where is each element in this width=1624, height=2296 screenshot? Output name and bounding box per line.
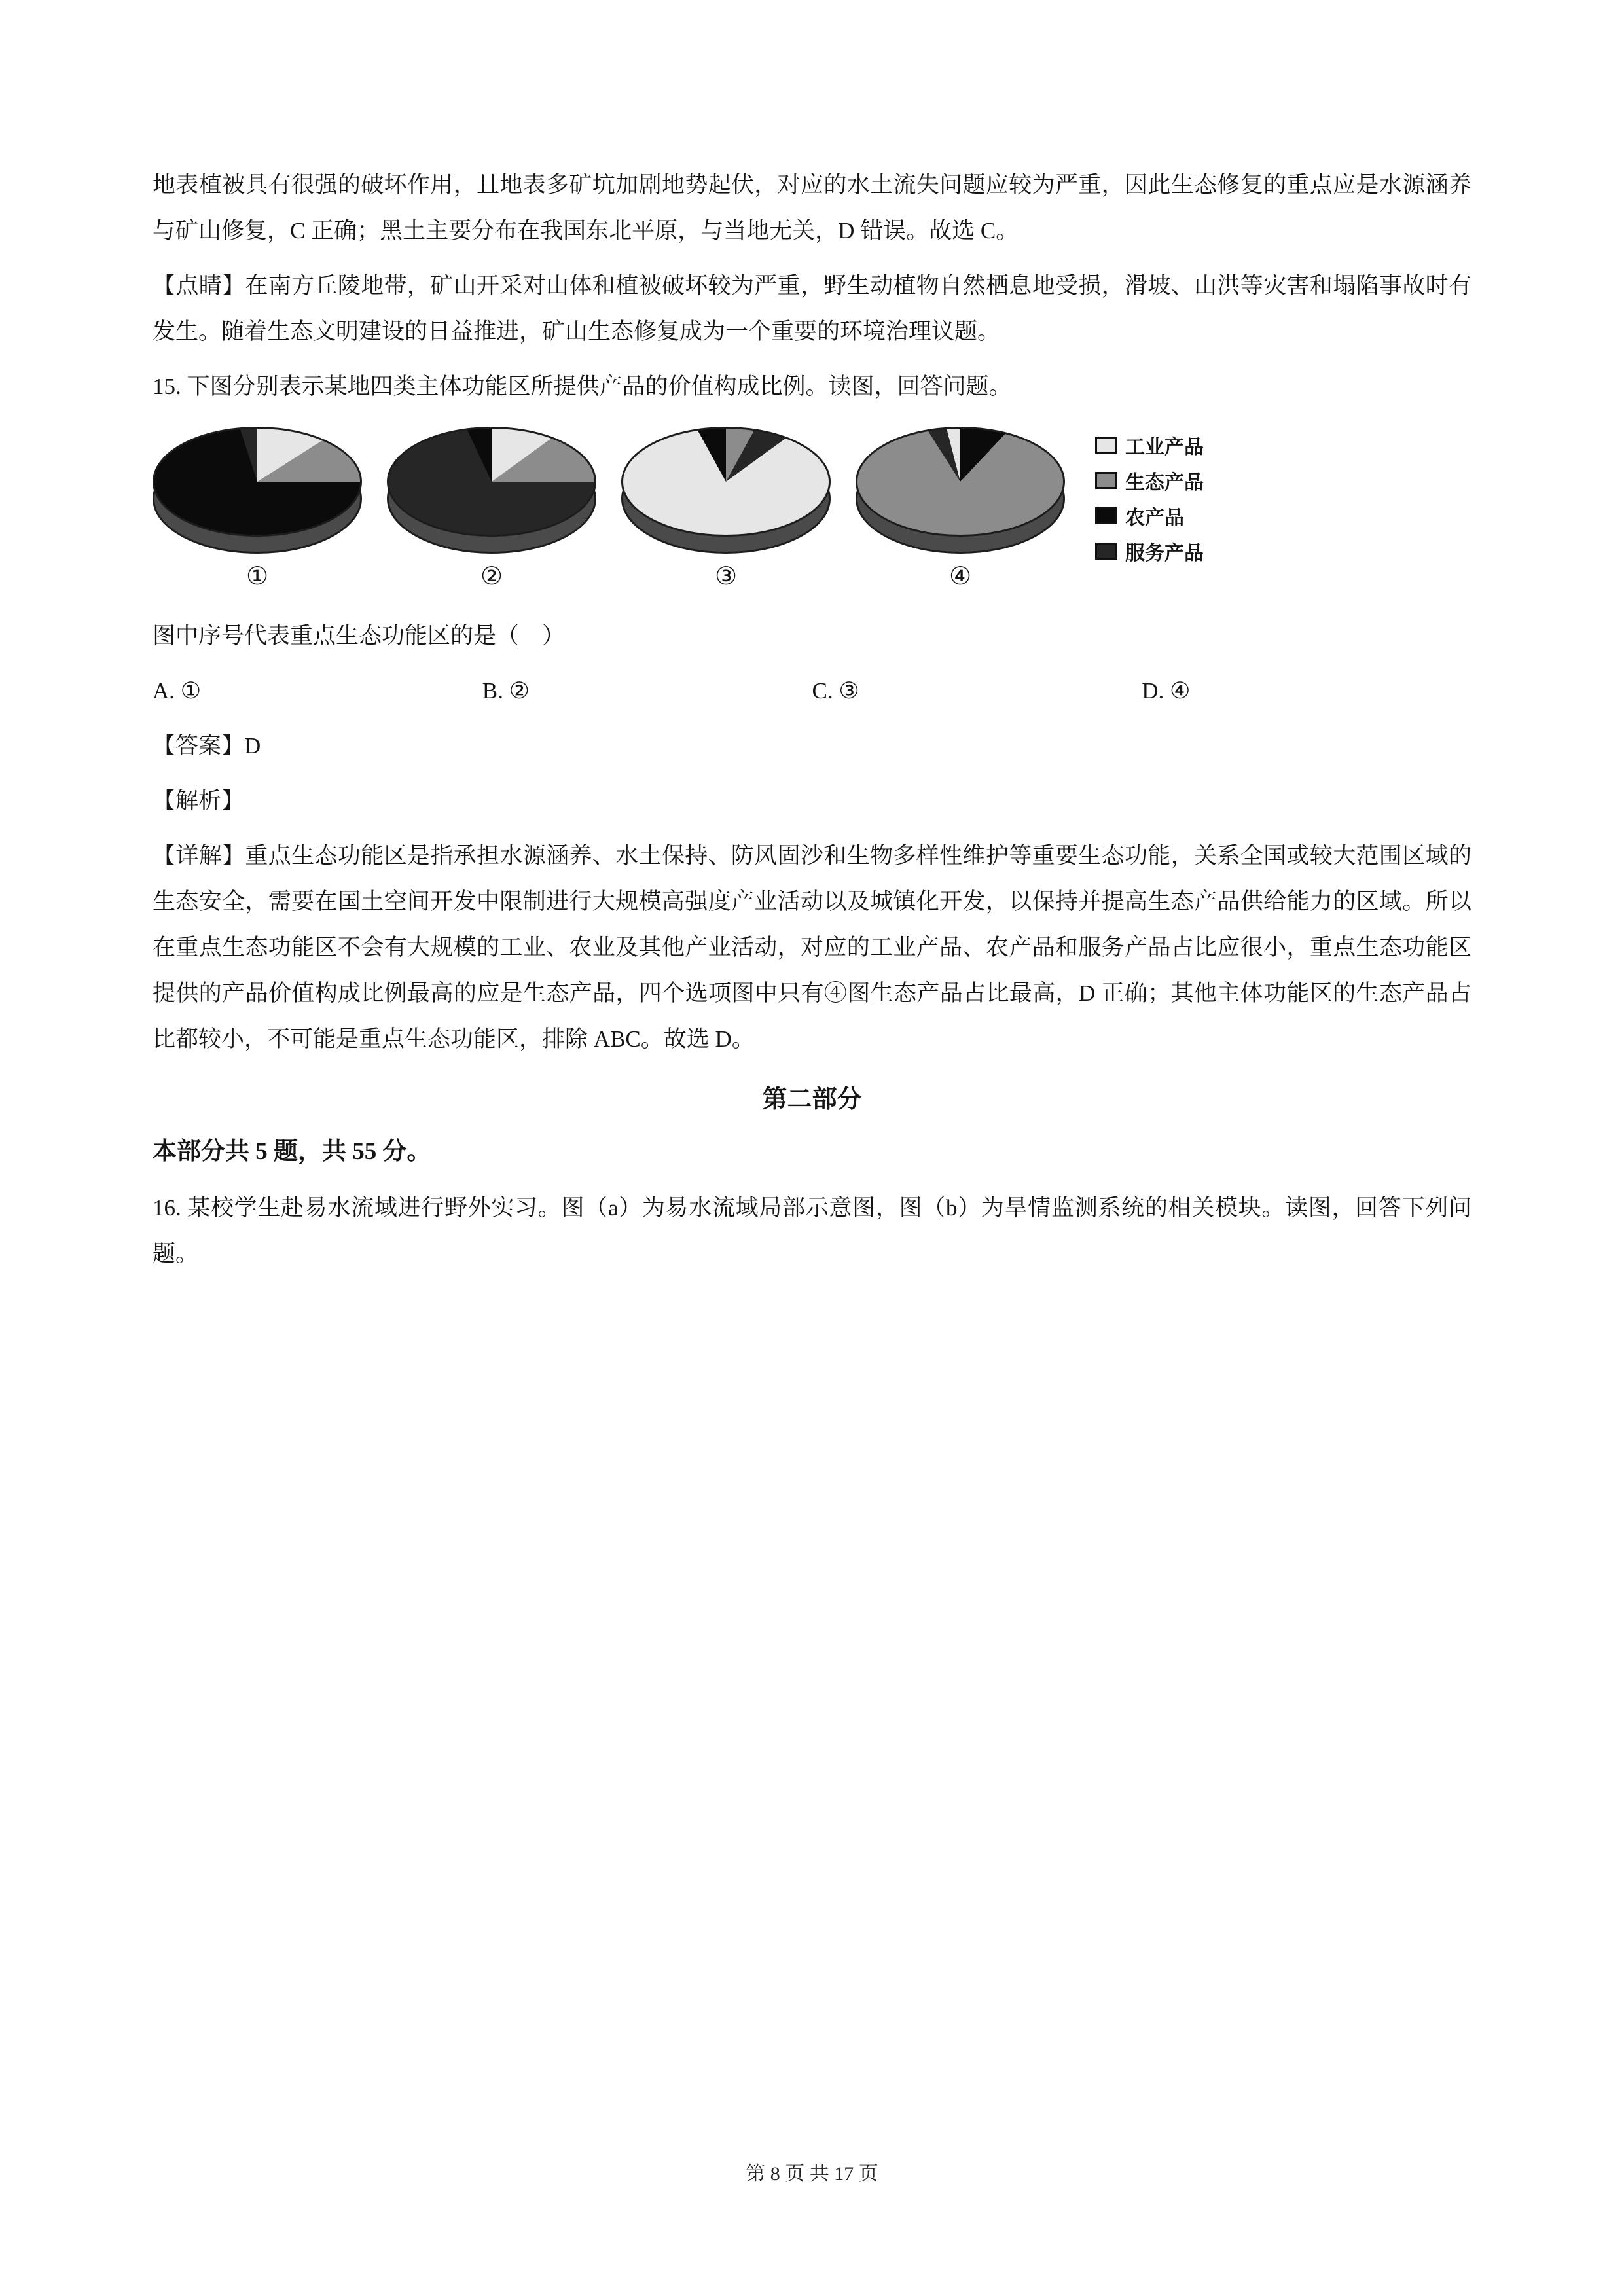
pie-chart-3 bbox=[621, 427, 831, 591]
pie-chart-1 bbox=[153, 427, 362, 591]
page-content bbox=[153, 162, 1471, 1286]
question-15-intro: 15. 下图分别表示某地四类主体功能区所提供产品的价值构成比例。读图，回答问题。 bbox=[153, 374, 1012, 399]
question-15-options bbox=[153, 668, 1471, 714]
legend-item-service bbox=[1095, 537, 1204, 565]
pie-chart-group bbox=[153, 427, 1065, 591]
page-footer: 第 8 页 共 17 页 bbox=[746, 2163, 878, 2185]
legend-item-agricultural bbox=[1095, 501, 1204, 530]
legend-label-service: 服务产品 bbox=[1125, 543, 1204, 564]
chart-legend bbox=[1095, 431, 1204, 565]
paragraph-dianjing: 【点睛】在南方丘陵地带，矿山开采对山体和植被破坏较为严重，野生动植物自然栖息地受损，滑坡、山洪等灾害和塌陷事故时有发生。随着生态文明建设的日益推进，矿山生态修复成为一个重要的环境治理议题。 bbox=[153, 273, 1471, 344]
option-b: B. ② bbox=[482, 678, 530, 704]
pie-3-slices bbox=[621, 427, 831, 537]
answer-line: 【答案】D bbox=[153, 733, 261, 759]
legend-label-industrial: 工业产品 bbox=[1125, 437, 1204, 458]
pie-3-graphic bbox=[621, 427, 831, 555]
legend-item-industrial bbox=[1095, 431, 1204, 459]
section-2-subtitle: 本部分共 5 题，共 55 分。 bbox=[153, 1138, 431, 1165]
option-a: A. ① bbox=[153, 678, 202, 704]
legend-label-ecological: 生态产品 bbox=[1125, 472, 1204, 493]
legend-swatch-industrial bbox=[1095, 437, 1117, 454]
legend-item-ecological bbox=[1095, 466, 1204, 495]
pie-1-graphic bbox=[153, 427, 362, 555]
pie-2-label: ② bbox=[480, 563, 503, 590]
pie-chart-2 bbox=[387, 427, 596, 591]
pie-3-label: ③ bbox=[714, 563, 738, 590]
legend-swatch-agricultural bbox=[1095, 507, 1117, 524]
pie-1-slices bbox=[153, 427, 362, 537]
pie-4-graphic bbox=[856, 427, 1065, 555]
xiangjie-paragraph: 【详解】重点生态功能区是指承担水源涵养、水土保持、防风固沙和生物多样性维护等重要生态功能，关系全国或较大范围区域的生态安全，需要在国土空间开发中限制进行大规模高强度产业活动以及城镇化开发，以保持并提高生态产品供给能力的区域。所以在重点生态功能区不会有大规模的工业、农业及其他产业活动，对应的工业产品、农产品和服务产品占比应很小，重点生态功能区提供的产品价值构成比例最高的应是生态产品，四个选项图中只有④图生态产品占比最高，D 正确；其他主体功能区的生态产品占比都较小，不可能是重点生态功能区，排除 ABC。故选 D。 bbox=[153, 843, 1471, 1052]
pie-4-slices bbox=[856, 427, 1065, 537]
question-15-stem: 图中序号代表重点生态功能区的是（ ） bbox=[153, 623, 566, 649]
legend-label-agricultural: 农产品 bbox=[1125, 507, 1184, 529]
legend-swatch-ecological bbox=[1095, 472, 1117, 489]
option-c: C. ③ bbox=[812, 678, 859, 704]
jiexi-line: 【解析】 bbox=[153, 788, 245, 814]
pie-chart-4 bbox=[856, 427, 1065, 591]
legend-swatch-service bbox=[1095, 543, 1117, 560]
question-16-intro: 16. 某校学生赴易水流域进行野外实习。图（a）为易水流域局部示意图，图（b）为旱情监测系统的相关模块。读图，回答下列问题。 bbox=[153, 1195, 1471, 1266]
paragraph-analysis-continued: 地表植被具有很强的破坏作用，且地表多矿坑加剧地势起伏，对应的水土流失问题应较为严重，因此生态修复的重点应是水源涵养与矿山修复，C 正确；黑土主要分布在我国东北平原，与当地无关，D 错误。故选 C。 bbox=[153, 172, 1471, 243]
pie-chart-figure bbox=[153, 427, 1471, 591]
pie-4-label: ④ bbox=[948, 563, 972, 590]
section-2-title: 第二部分 bbox=[762, 1086, 862, 1113]
pie-2-slices bbox=[387, 427, 596, 537]
option-d: D. ④ bbox=[1142, 678, 1191, 704]
pie-1-label: ① bbox=[245, 563, 269, 590]
pie-2-graphic bbox=[387, 427, 596, 555]
